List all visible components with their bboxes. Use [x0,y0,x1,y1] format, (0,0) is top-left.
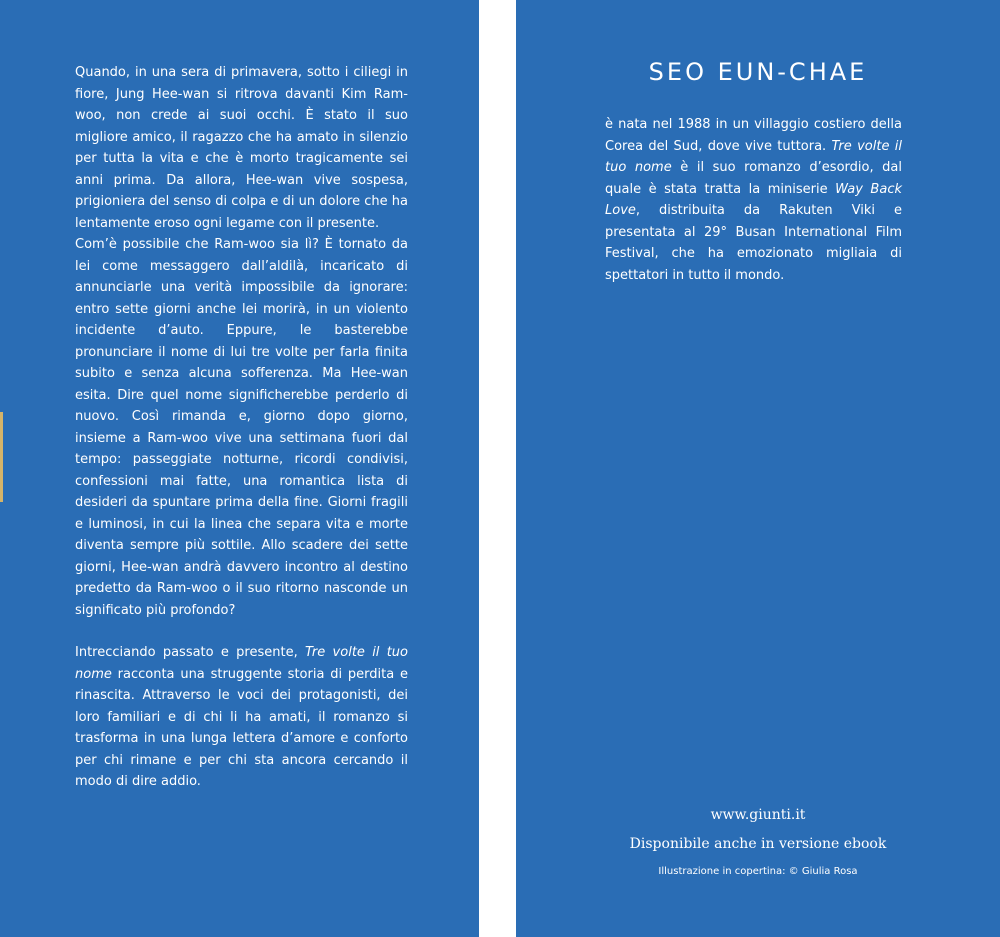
author-bio [605,114,902,286]
bio-text: è nata nel 1988 in un villaggio costiero della Corea del Sud, dove vive tuttora. [605,117,902,154]
back-cover-panel [0,0,479,937]
author-name: SEO EUN-CHAE [648,58,868,86]
front-flap-panel [516,0,1000,937]
synopsis-paragraph-2: Com’è possibile che Ram-woo sia lì? È tornato da lei come messaggero dall’aldilà, incaricato di annunciarle una verità impossibile da ignorare: entro sette giorni anche lei morirà, in un violento incidente d’auto. Eppure, le basterebbe pronunciare il nome di lui tre volte per farla finita subito e senza alcuna sofferenza. Ma Hee-wan esita. Dire quel nome significherebbe perderlo di nuovo. Così rimanda e, giorno dopo giorno, insieme a Ram-woo vive una settimana fuori dal tempo: passeggiate notturne, ricordi condivisi, confessioni mai fatte, una romantica lista di desideri da spuntare prima della fine. Giorni fragili e luminosi, in cui la linea che separa vita e morte diventa sempre più sottile. Allo scadere dei sette giorni, Hee-wan andrà davvero incontro al destino predetto da Ram-woo o il suo ritorno nasconde un significato più profondo? [75,237,408,618]
cover-credit: Illustrazione in copertina: © Giulia Rosa [658,866,858,877]
spine-edge-strip [0,412,3,502]
book-title: Tre volte il tuo nome [605,138,902,175]
synopsis-text: racconta una struggente storia di perdita e rinascita. Attraverso le voci dei protagonisti, dei loro familiari e di chi li ha amati, il romanzo si trasforma in una lunga lettera d’amore e conforto per chi rimane e per chi sta ancora cercando il modo di dire addio. [75,666,408,789]
publisher-website: www.giunti.it [710,807,806,823]
synopsis-paragraph-1: Quando, in una sera di primavera, sotto i ciliegi in fiore, Jung Hee-wan si ritrova davanti Kim Ram-woo, non crede ai suoi occhi. È stato il suo migliore amico, il ragazzo che ha amato in silenzio per tutta la vita e che è morto tragicamente sei anni prima. Da allora, Hee-wan vive sospesa, prigioniera del senso di colpa e di un dolore che ha lentamente eroso ogni legame con il presente. [75,65,408,231]
bio-text: è il suo romanzo d’esordio, dal quale è stata tratta la miniserie [605,160,902,197]
series-title: Way Back Love [605,181,902,218]
ebook-note: Disponibile anche in versione ebook [629,836,887,852]
book-title: Tre volte il tuo nome [75,645,408,682]
synopsis-text: Intrecciando passato e presente, [75,645,305,660]
synopsis [75,62,408,793]
synopsis-paragraph-3 [75,642,408,793]
bio-text: , distribuita da Rakuten Viki e presentata al 29° Busan International Film Festival, che ha emozionato migliaia di spettatori in tutto il mondo. [605,203,902,283]
